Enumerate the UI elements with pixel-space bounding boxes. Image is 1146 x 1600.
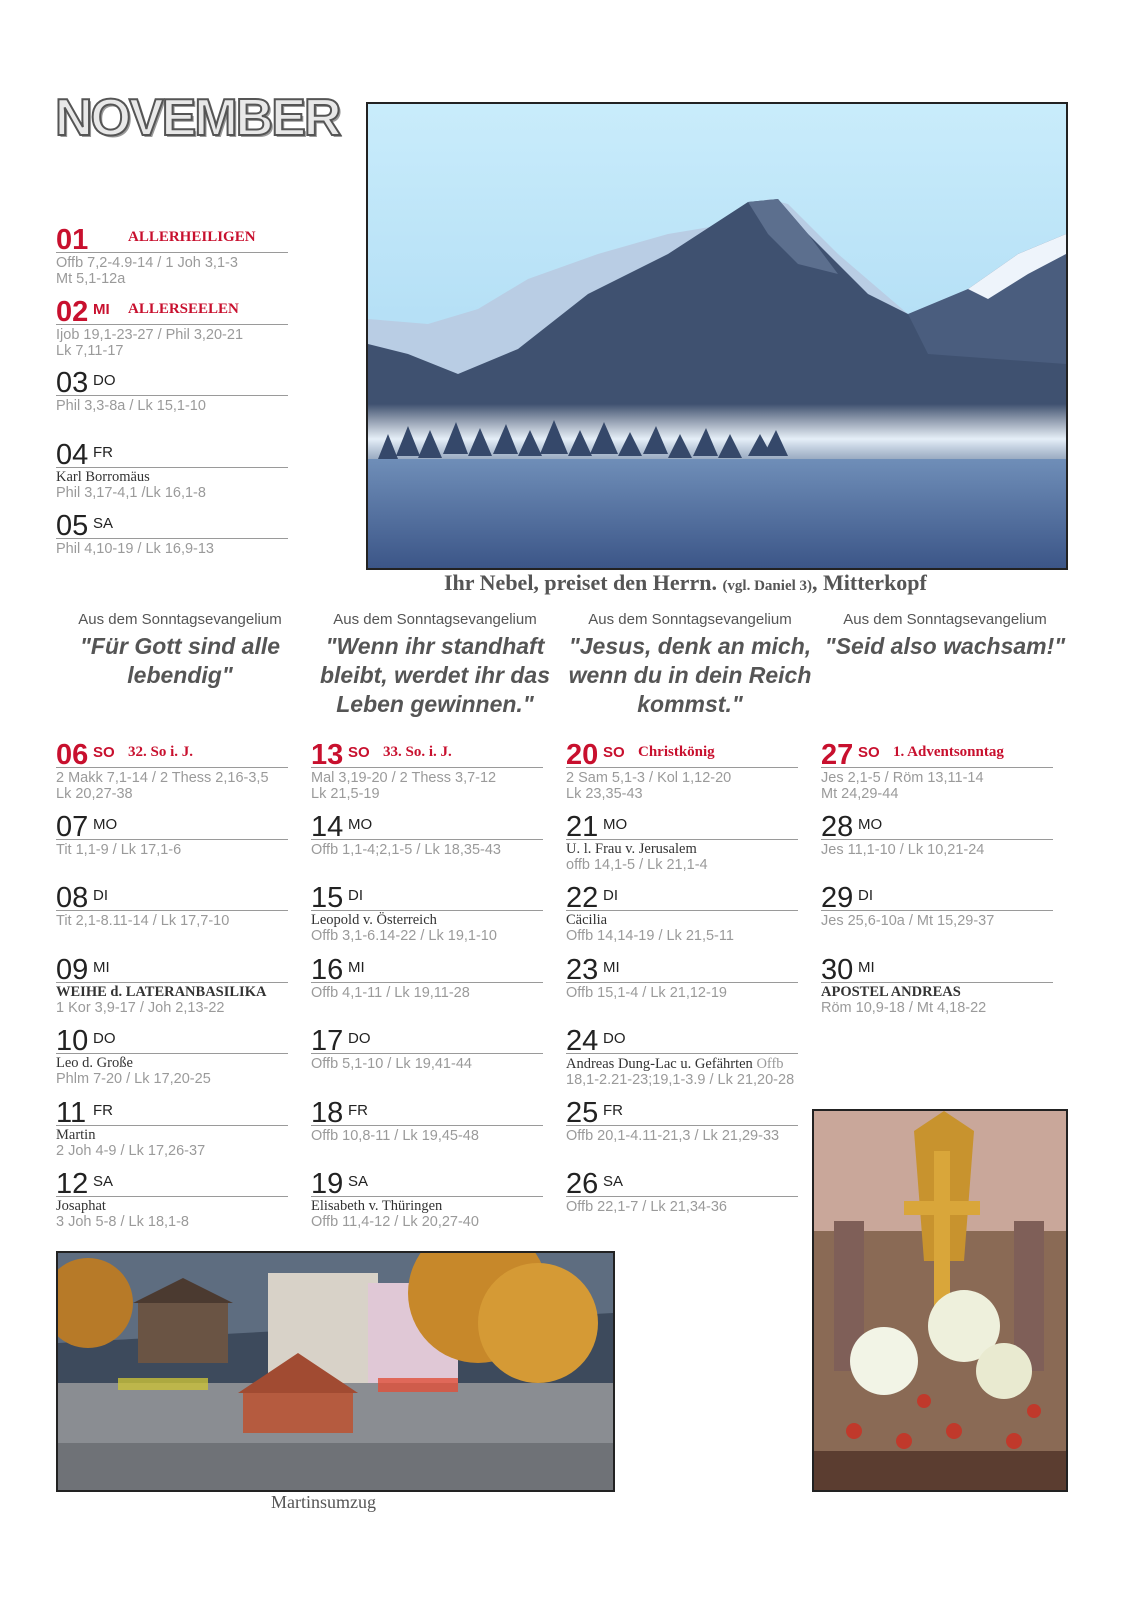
- day-entry: [56, 437, 288, 501]
- reading-ref: Phlm 7-20 / Lk 17,20-25: [56, 1071, 211, 1087]
- reading-ref: Offb 10,8-11 / Lk 19,45-48: [311, 1128, 479, 1144]
- day-number: 27: [821, 739, 854, 771]
- bottom-photo-caption: Martinsumzug: [271, 1492, 376, 1512]
- reading-ref: 2 Makk 7,1-14 / 2 Thess 2,16-3,5: [56, 770, 269, 786]
- day-entry: [821, 737, 1053, 802]
- day-entry: [821, 880, 1053, 929]
- saint-text: Karl Borromäus: [56, 469, 150, 485]
- day-entry: [566, 809, 798, 873]
- day-number: 04: [56, 439, 89, 471]
- weekday: FR: [93, 1102, 113, 1119]
- gospel-block-3: [565, 611, 815, 719]
- day-header: [821, 952, 1053, 986]
- reading-ref: Tit 2,1-8.11-14 / Lk 17,7-10: [56, 913, 230, 929]
- day-header: [311, 1023, 543, 1057]
- reading-ref: Ijob 19,1-23-27 / Phil 3,20-21: [56, 327, 244, 343]
- day-header: [821, 809, 1053, 843]
- day-entry: [311, 880, 543, 944]
- day-number: 11: [56, 1097, 87, 1129]
- reading-ref: Offb 22,1-7 / Lk 21,34-36: [566, 1199, 727, 1215]
- feast-name: ALLERSEELEN: [128, 301, 239, 317]
- weekday: DI: [348, 887, 363, 904]
- day-number: 21: [566, 811, 599, 843]
- reading-ref: 2 Joh 4-9 / Lk 17,26-37: [56, 1143, 206, 1159]
- day-header: [56, 809, 288, 843]
- weekday: SO: [603, 744, 625, 761]
- saint-name: [566, 1056, 798, 1072]
- day-header: [311, 1166, 543, 1200]
- reading-ref: Offb 1,1-4;2,1-5 / Lk 18,35-43: [311, 842, 501, 858]
- day-number: 09: [56, 954, 89, 986]
- gospel-quote: "Für Gott sind alle lebendig": [79, 633, 281, 688]
- saint-text: Leopold v. Österreich: [311, 912, 437, 928]
- day-number: 07: [56, 811, 89, 843]
- reading-ref: Offb 3,1-6.14-22 / Lk 19,1-10: [311, 928, 497, 944]
- day-entry: [56, 1023, 288, 1087]
- day-entry: [566, 737, 798, 802]
- reading-ref: Phil 4,10-19 / Lk 16,9-13: [56, 541, 214, 557]
- saint-text: Cäcilia: [566, 912, 608, 928]
- day-number: 01: [56, 224, 89, 256]
- day-entry: [311, 809, 543, 858]
- day-entry: [821, 952, 1053, 1016]
- saint-name: [821, 985, 1053, 1000]
- reading-ref: 3 Joh 5-8 / Lk 18,1-8: [56, 1214, 189, 1230]
- day-header: [56, 880, 288, 914]
- day-header: [311, 809, 543, 843]
- day-entry: [56, 222, 288, 287]
- day-number: 19: [311, 1168, 344, 1200]
- day-entry: [311, 952, 543, 1001]
- weekday: MO: [348, 816, 373, 833]
- day-number: 24: [566, 1025, 599, 1057]
- day-number: 18: [311, 1097, 344, 1129]
- weekday: SO: [93, 744, 115, 761]
- feast-name: ALLERHEILIGEN: [128, 229, 256, 245]
- day-header: [56, 1023, 288, 1057]
- day-entry: [566, 952, 798, 1001]
- day-header: [56, 1166, 288, 1200]
- weekday: MO: [93, 816, 118, 833]
- reading-ref: Lk 20,27-38: [56, 786, 133, 802]
- weekday: MI: [93, 301, 110, 318]
- weekday: FR: [93, 444, 113, 461]
- gospel-quote: "Seid also wachsam!": [824, 633, 1066, 659]
- day-number: 26: [566, 1168, 599, 1200]
- saint-text: Josaphat: [56, 1198, 106, 1214]
- saint-text: WEIHE d. LATERANBASILIKA: [56, 984, 267, 1000]
- saint-name: [311, 913, 543, 928]
- day-number: 02: [56, 296, 89, 328]
- weekday: DI: [603, 887, 618, 904]
- top-photo-caption: [444, 570, 927, 596]
- day-header: [56, 294, 288, 328]
- weekday: MI: [348, 959, 365, 976]
- caption-ref: (vgl. Daniel 3): [722, 578, 813, 594]
- reading-ref: Jes 2,1-5 / Röm 13,11-14: [821, 770, 984, 786]
- weekday: FR: [603, 1102, 623, 1119]
- day-number: 14: [311, 811, 344, 843]
- saint-text: Martin: [56, 1127, 96, 1143]
- day-entry: [566, 1166, 798, 1215]
- reading-ref: Tit 1,1-9 / Lk 17,1-6: [56, 842, 182, 858]
- saint-name: [311, 1199, 543, 1214]
- day-number: 08: [56, 882, 89, 914]
- saint-name: [56, 470, 288, 485]
- gospel-quote: "Jesus, denk an mich, wenn du in dein Reich kommst.": [568, 633, 812, 717]
- gospel-label: Aus dem Sonntagsevangelium: [333, 611, 537, 628]
- day-number: 10: [56, 1025, 89, 1057]
- gospel-block-1: [55, 611, 305, 690]
- day-entry: [311, 737, 543, 802]
- feast-name: 1. Adventsonntag: [893, 744, 1004, 760]
- day-header: [566, 809, 798, 843]
- day-number: 06: [56, 739, 89, 771]
- day-header: [311, 1095, 543, 1129]
- day-number: 23: [566, 954, 599, 986]
- reading-ref: Mt 24,29-44: [821, 786, 899, 802]
- day-header: [566, 1095, 798, 1129]
- reading-ref: 2 Sam 5,1-3 / Kol 1,12-20: [566, 770, 732, 786]
- saint-name: [56, 1056, 288, 1071]
- day-header: [56, 365, 288, 399]
- day-entry: [56, 952, 288, 1016]
- weekday: SA: [603, 1173, 624, 1190]
- day-header: [821, 880, 1053, 914]
- reading-ref: Offb 11,4-12 / Lk 20,27-40: [311, 1214, 479, 1230]
- saint-text: APOSTEL ANDREAS: [821, 984, 961, 1000]
- day-number: 05: [56, 510, 89, 542]
- weekday: DO: [93, 372, 116, 389]
- gospel-label: Aus dem Sonntagsevangelium: [588, 611, 792, 628]
- reading-ref: Offb 20,1-4.11-21,3 / Lk 21,29-33: [566, 1128, 780, 1144]
- day-entry: [56, 880, 288, 929]
- day-entry: [56, 294, 288, 359]
- day-number: 12: [56, 1168, 89, 1200]
- day-header: [311, 880, 543, 914]
- day-header: [56, 737, 288, 771]
- reading-ref: Phil 3,17-4,1 /Lk 16,1-8: [56, 485, 206, 501]
- feast-name: Christkönig: [638, 744, 715, 760]
- day-entry: [56, 809, 288, 858]
- weekday: MI: [858, 959, 875, 976]
- reading-ref: Offb 15,1-4 / Lk 21,12-19: [566, 985, 727, 1001]
- day-header: [56, 222, 288, 256]
- reading-ref: Phil 3,3-8a / Lk 15,1-10: [56, 398, 206, 414]
- weekday: DI: [93, 887, 108, 904]
- weekday: MI: [93, 959, 110, 976]
- day-header: [566, 880, 798, 914]
- month-title: NOVEMBER: [55, 89, 340, 147]
- feast-name: 33. So. i. J.: [383, 744, 452, 760]
- reading-ref-inline: Offb: [752, 1056, 784, 1072]
- reading-ref: Mal 3,19-20 / 2 Thess 3,7-12: [311, 770, 497, 786]
- weekday: SA: [93, 1173, 114, 1190]
- weekday: DI: [858, 887, 873, 904]
- reading-ref: Offb 14,14-19 / Lk 21,5-11: [566, 928, 734, 944]
- day-number: 29: [821, 882, 854, 914]
- day-entry: [311, 1095, 543, 1144]
- day-entry: [56, 365, 288, 414]
- reading-ref: Jes 11,1-10 / Lk 10,21-24: [821, 842, 985, 858]
- weekday: MI: [603, 959, 620, 976]
- day-header: [821, 737, 1053, 771]
- saint-name: [566, 913, 798, 928]
- reading-ref: 18,1-2.21-23;19,1-3.9 / Lk 21,20-28: [566, 1072, 795, 1088]
- reading-ref: Offb 4,1-11 / Lk 19,11-28: [311, 985, 470, 1001]
- day-entry: [821, 809, 1053, 858]
- day-header: [566, 1023, 798, 1057]
- day-entry: [56, 737, 288, 802]
- day-entry: [566, 1095, 798, 1144]
- day-header: [56, 437, 288, 471]
- day-number: 22: [566, 882, 599, 914]
- gospel-label: Aus dem Sonntagsevangelium: [843, 611, 1047, 628]
- day-header: [566, 1166, 798, 1200]
- feast-name: 32. So i. J.: [128, 744, 194, 760]
- day-number: 03: [56, 367, 89, 399]
- day-entry: [311, 1023, 543, 1072]
- weekday: SO: [858, 744, 880, 761]
- weekday: SA: [348, 1173, 369, 1190]
- gospel-block-4: [820, 611, 1070, 661]
- day-header: [311, 737, 543, 771]
- weekday: DO: [348, 1030, 371, 1047]
- reading-ref: Jes 25,6-10a / Mt 15,29-37: [821, 913, 995, 929]
- weekday: DO: [603, 1030, 626, 1047]
- saint-text: Elisabeth v. Thüringen: [311, 1198, 443, 1214]
- day-entry: [56, 1095, 288, 1159]
- mountain-fog-photo: [366, 102, 1068, 570]
- day-number: 25: [566, 1097, 599, 1129]
- day-header: [311, 952, 543, 986]
- day-entry: [566, 1023, 798, 1088]
- saint-name: [56, 985, 288, 1000]
- reading-ref: Lk 21,5-19: [311, 786, 380, 802]
- day-number: 28: [821, 811, 854, 843]
- day-number: 13: [311, 739, 344, 771]
- reading-ref: offb 14,1-5 / Lk 21,1-4: [566, 857, 708, 873]
- day-entry: [566, 880, 798, 944]
- saint-name: [566, 842, 798, 857]
- weekday: MO: [858, 816, 883, 833]
- day-header: [56, 1095, 288, 1129]
- day-number: 20: [566, 739, 599, 771]
- day-number: 15: [311, 882, 344, 914]
- altar-photo: [812, 1109, 1068, 1492]
- reading-ref: Lk 7,11-17: [56, 343, 124, 359]
- reading-ref: Röm 10,9-18 / Mt 4,18-22: [821, 1000, 987, 1016]
- saint-name: [56, 1199, 288, 1214]
- martinsumzug-photo: [56, 1251, 615, 1492]
- caption-place: , Mitterkopf: [812, 570, 927, 595]
- reading-ref: Offb 7,2-4.9-14 / 1 Joh 3,1-3: [56, 255, 238, 271]
- gospel-block-2: [310, 611, 560, 719]
- day-header: [56, 952, 288, 986]
- day-header: [566, 952, 798, 986]
- day-entry: [56, 1166, 288, 1230]
- saint-name: [56, 1128, 288, 1143]
- weekday: DO: [93, 1030, 116, 1047]
- saint-text: Leo d. Große: [56, 1055, 133, 1071]
- reading-ref: Lk 23,35-43: [566, 786, 643, 802]
- gospel-quote: "Wenn ihr standhaft bleibt, werdet ihr das Leben gewinnen.": [319, 633, 551, 717]
- day-header: [566, 737, 798, 771]
- day-entry: [56, 508, 288, 557]
- day-header: [56, 508, 288, 542]
- day-entry: [311, 1166, 543, 1230]
- weekday: SO: [348, 744, 370, 761]
- day-number: 17: [311, 1025, 344, 1057]
- reading-ref: Offb 5,1-10 / Lk 19,41-44: [311, 1056, 472, 1072]
- gospel-label: Aus dem Sonntagsevangelium: [78, 611, 282, 628]
- saint-text: U. l. Frau v. Jerusalem: [566, 841, 697, 857]
- reading-ref: 1 Kor 3,9-17 / Joh 2,13-22: [56, 1000, 225, 1016]
- weekday: FR: [348, 1102, 368, 1119]
- day-number: 16: [311, 954, 344, 986]
- saint-text: Andreas Dung-Lac u. Gefährten: [566, 1056, 753, 1072]
- weekday: MO: [603, 816, 628, 833]
- caption-main: Ihr Nebel, preiset den Herrn.: [444, 570, 717, 595]
- day-number: 30: [821, 954, 854, 986]
- weekday: SA: [93, 515, 114, 532]
- reading-ref: Mt 5,1-12a: [56, 271, 126, 287]
